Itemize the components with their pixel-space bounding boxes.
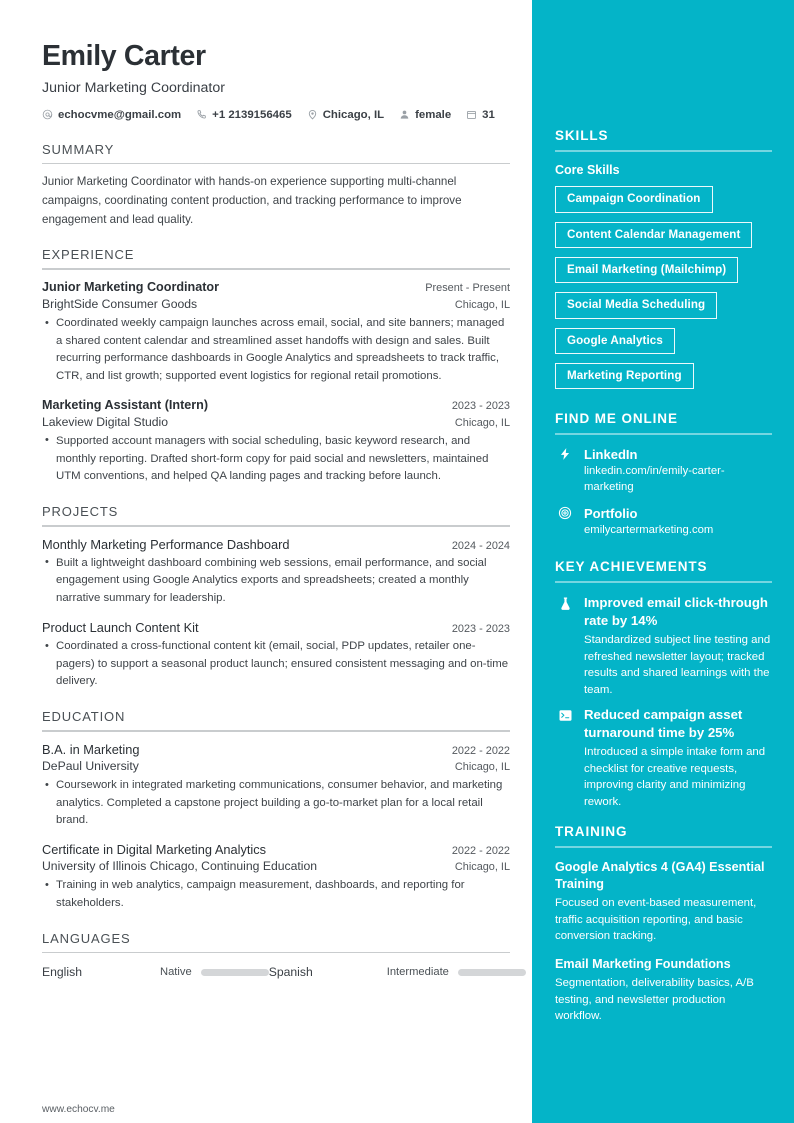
entry-header <box>42 841 510 858</box>
training-list <box>555 859 772 1024</box>
entry-organization: Lakeview Digital Studio <box>42 414 169 429</box>
education-entry-list <box>42 741 510 913</box>
divider <box>42 952 510 954</box>
contact-item <box>466 109 495 121</box>
section-experience <box>42 247 510 485</box>
bullet-item: • Supported account managers with social scheduling, basic keyword research, and monthly reporting. Drafted short-form copy for paid social and newsletters, maintained UTM conventions, and helped QA landing pages and tracking before launch. <box>56 433 510 486</box>
training-description: Focused on event-based measurement, traffic acquisition reporting, and basic conversion tracking. <box>555 897 757 943</box>
training-item <box>555 956 772 1025</box>
sidebar <box>532 0 794 1123</box>
contact-item <box>42 109 181 121</box>
resume-entry <box>42 397 510 486</box>
divider <box>42 525 510 527</box>
contact-item <box>307 109 384 121</box>
contact-item <box>399 109 451 121</box>
calendar-icon <box>466 109 477 120</box>
bullet-item: • Coursework in integrated marketing communications, consumer behavior, and marketing analytics. Completed a capstone project building a go-to-market plan for a local retail brand. <box>56 777 510 830</box>
languages-heading: LANGUAGES <box>42 930 131 946</box>
skill-chip[interactable]: Content Calendar Management <box>555 222 752 248</box>
section-summary <box>42 142 510 230</box>
entry-date: 2022 - 2022 <box>451 845 510 858</box>
entry-date: 2022 - 2022 <box>451 744 510 757</box>
training-title: Email Marketing Foundations <box>555 956 731 971</box>
entry-location: Chicago, IL <box>454 416 510 429</box>
achievement-item <box>555 706 772 810</box>
language-name: Spanish <box>268 965 313 980</box>
entry-date: 2024 - 2024 <box>451 539 510 552</box>
bullet-item: • Built a lightweight dashboard combining web sessions, email performance, and social engagement using Google Analytics exports and spreadsheets; created a monthly narrative summary for leadership. <box>56 555 510 608</box>
entry-title: Monthly Marketing Performance Dashboard <box>42 536 290 552</box>
education-heading: EDUCATION <box>42 709 126 725</box>
online-link-label: Portfolio <box>584 505 638 521</box>
skill-chip[interactable]: Google Analytics <box>555 328 675 354</box>
skill-chip[interactable]: Marketing Reporting <box>555 363 694 389</box>
online-link-item[interactable] <box>555 505 772 546</box>
entry-title: Junior Marketing Coordinator <box>42 280 220 295</box>
sidebar-section-skills <box>555 128 772 398</box>
contact-value: 31 <box>482 108 495 121</box>
language-bar <box>201 969 269 976</box>
skill-chip[interactable]: Email Marketing (Mailchimp) <box>555 257 738 283</box>
entry-title: Marketing Assistant (Intern) <box>42 397 209 412</box>
footer-url: www.echocv.me <box>42 1104 115 1115</box>
achievement-title: Reduced campaign asset turnaround time by 25% <box>584 707 743 740</box>
entry-title: Product Launch Content Kit <box>42 619 199 635</box>
sidebar-section-training <box>555 824 772 1024</box>
skill-chip[interactable]: Campaign Coordination <box>555 186 713 212</box>
resume-entry <box>42 536 510 608</box>
entry-bullets <box>42 315 510 386</box>
resume-entry <box>42 841 510 913</box>
language-list <box>42 962 510 979</box>
bullet-item: • Training in web analytics, campaign measurement, dashboards, and reporting for stakeholders. <box>56 877 510 912</box>
entry-bullets <box>42 555 510 608</box>
achievements-heading: KEY ACHIEVEMENTS <box>555 559 708 575</box>
entry-title: B.A. in Marketing <box>42 741 140 757</box>
training-heading: TRAINING <box>555 824 628 840</box>
achievement-title: Improved email click-through rate by 14% <box>584 595 768 628</box>
language-level: Intermediate <box>386 966 449 979</box>
online-link-url[interactable]: linkedin.com/in/emily-carter-marketing <box>584 465 725 493</box>
summary-text: Junior Marketing Coordinator with hands-on experience supporting multi-channel campaigns, coordinating content production, and tracking performance to improve engagement and lead quality. <box>42 175 462 226</box>
skills-heading: SKILLS <box>555 128 609 143</box>
divider <box>42 268 510 270</box>
contact-value: echocvme@gmail.com <box>58 108 182 121</box>
entry-location: Chicago, IL <box>454 760 510 773</box>
achievement-description: Introduced a simple intake form and checklist for creative requests, improving clarity and minimizing rework. <box>584 746 766 808</box>
phone-icon <box>196 109 207 120</box>
job-title: Junior Marketing Coordinator <box>42 79 225 96</box>
resume-entry <box>42 741 510 830</box>
language-item <box>269 965 526 979</box>
achievement-description: Standardized subject line testing and refreshed newsletter layout; tracked results and shared learnings with the team. <box>584 634 771 696</box>
section-education <box>42 709 510 913</box>
online-link-label: LinkedIn <box>584 447 638 463</box>
email-icon <box>42 109 53 120</box>
language-level: Native <box>160 966 192 979</box>
divider <box>555 846 772 848</box>
language-name: English <box>42 965 82 980</box>
skills-group-label: Core Skills <box>555 163 620 178</box>
divider <box>42 163 510 165</box>
contact-value: Chicago, IL <box>322 108 385 121</box>
entry-header <box>42 536 510 553</box>
bullet-item: • Coordinated weekly campaign launches across email, social, and site banners; managed a shared content calendar and streamlined asset handoffs with design and sales. Built recurring performance dashboards in Google Analytics and spreadsheets to track traffic, CTR, and list growth; supported event logistics for regional retail promotions. <box>56 315 510 386</box>
bullet-item: • Coordinated a cross-functional content kit (email, social, PDP updates, retailer one-pagers) to support a seasonal product launch; ensured consistent messaging and on-time delivery. <box>56 638 510 691</box>
resume-entry <box>42 279 510 386</box>
sidebar-section-achievements <box>555 559 772 810</box>
experience-heading: EXPERIENCE <box>42 247 135 263</box>
contact-value: +1 2139156465 <box>212 108 292 121</box>
online-link-item[interactable] <box>555 446 772 502</box>
divider <box>555 150 772 152</box>
sidebar-section-online <box>555 411 772 545</box>
achievement-item <box>555 594 772 698</box>
entry-organization: DePaul University <box>42 758 139 773</box>
training-item <box>555 859 772 945</box>
entry-location: Chicago, IL <box>454 299 510 312</box>
achievement-list <box>555 594 772 810</box>
entry-organization: University of Illinois Chicago, Continuing Education <box>42 859 318 874</box>
entry-subheader <box>42 858 510 875</box>
lightning-bolt-icon <box>555 446 575 461</box>
page-title: Emily Carter <box>42 40 206 72</box>
entry-header <box>42 741 510 758</box>
divider <box>555 581 772 583</box>
terminal-icon <box>555 706 575 723</box>
entry-bullets <box>42 877 510 912</box>
entry-subheader <box>42 758 510 775</box>
section-languages <box>42 931 510 980</box>
entry-date: 2023 - 2023 <box>451 622 510 635</box>
training-title: Google Analytics 4 (GA4) Essential Training <box>555 860 765 892</box>
summary-heading: SUMMARY <box>42 141 115 157</box>
contact-value: female <box>415 108 452 121</box>
divider <box>42 730 510 732</box>
projects-entry-list <box>42 536 510 692</box>
online-link-url[interactable]: emilycartermarketing.com <box>584 523 714 536</box>
entry-header <box>42 397 510 414</box>
entry-date: 2023 - 2023 <box>451 399 510 412</box>
flask-icon <box>555 594 575 611</box>
entry-subheader <box>42 296 510 313</box>
contact-item <box>196 109 292 121</box>
entry-subheader <box>42 414 510 431</box>
at-circle-icon <box>555 505 575 520</box>
location-pin-icon <box>307 109 318 120</box>
online-link-list <box>555 446 772 545</box>
resume-entry <box>42 619 510 691</box>
entry-date: Present - Present <box>425 282 510 295</box>
entry-bullets <box>42 638 510 691</box>
language-item <box>42 965 269 979</box>
skill-chip[interactable]: Social Media Scheduling <box>555 292 717 318</box>
entry-header <box>42 279 510 296</box>
entry-location: Chicago, IL <box>454 861 510 874</box>
online-heading: FIND ME ONLINE <box>555 411 678 427</box>
entry-bullets <box>42 777 510 830</box>
training-description: Segmentation, deliverability basics, A/B testing, and newsletter production workflow. <box>555 976 754 1023</box>
entry-header <box>42 619 510 636</box>
divider <box>555 433 772 435</box>
skills-chip-list <box>555 186 772 398</box>
contact-row <box>42 109 510 121</box>
person-icon <box>399 109 410 120</box>
section-projects <box>42 504 510 691</box>
entry-title: Certificate in Digital Marketing Analytics <box>42 842 267 858</box>
language-bar <box>458 969 526 976</box>
experience-entry-list <box>42 279 510 486</box>
entry-bullets <box>42 433 510 486</box>
entry-organization: BrightSide Consumer Goods <box>42 297 198 312</box>
projects-heading: PROJECTS <box>42 503 119 519</box>
